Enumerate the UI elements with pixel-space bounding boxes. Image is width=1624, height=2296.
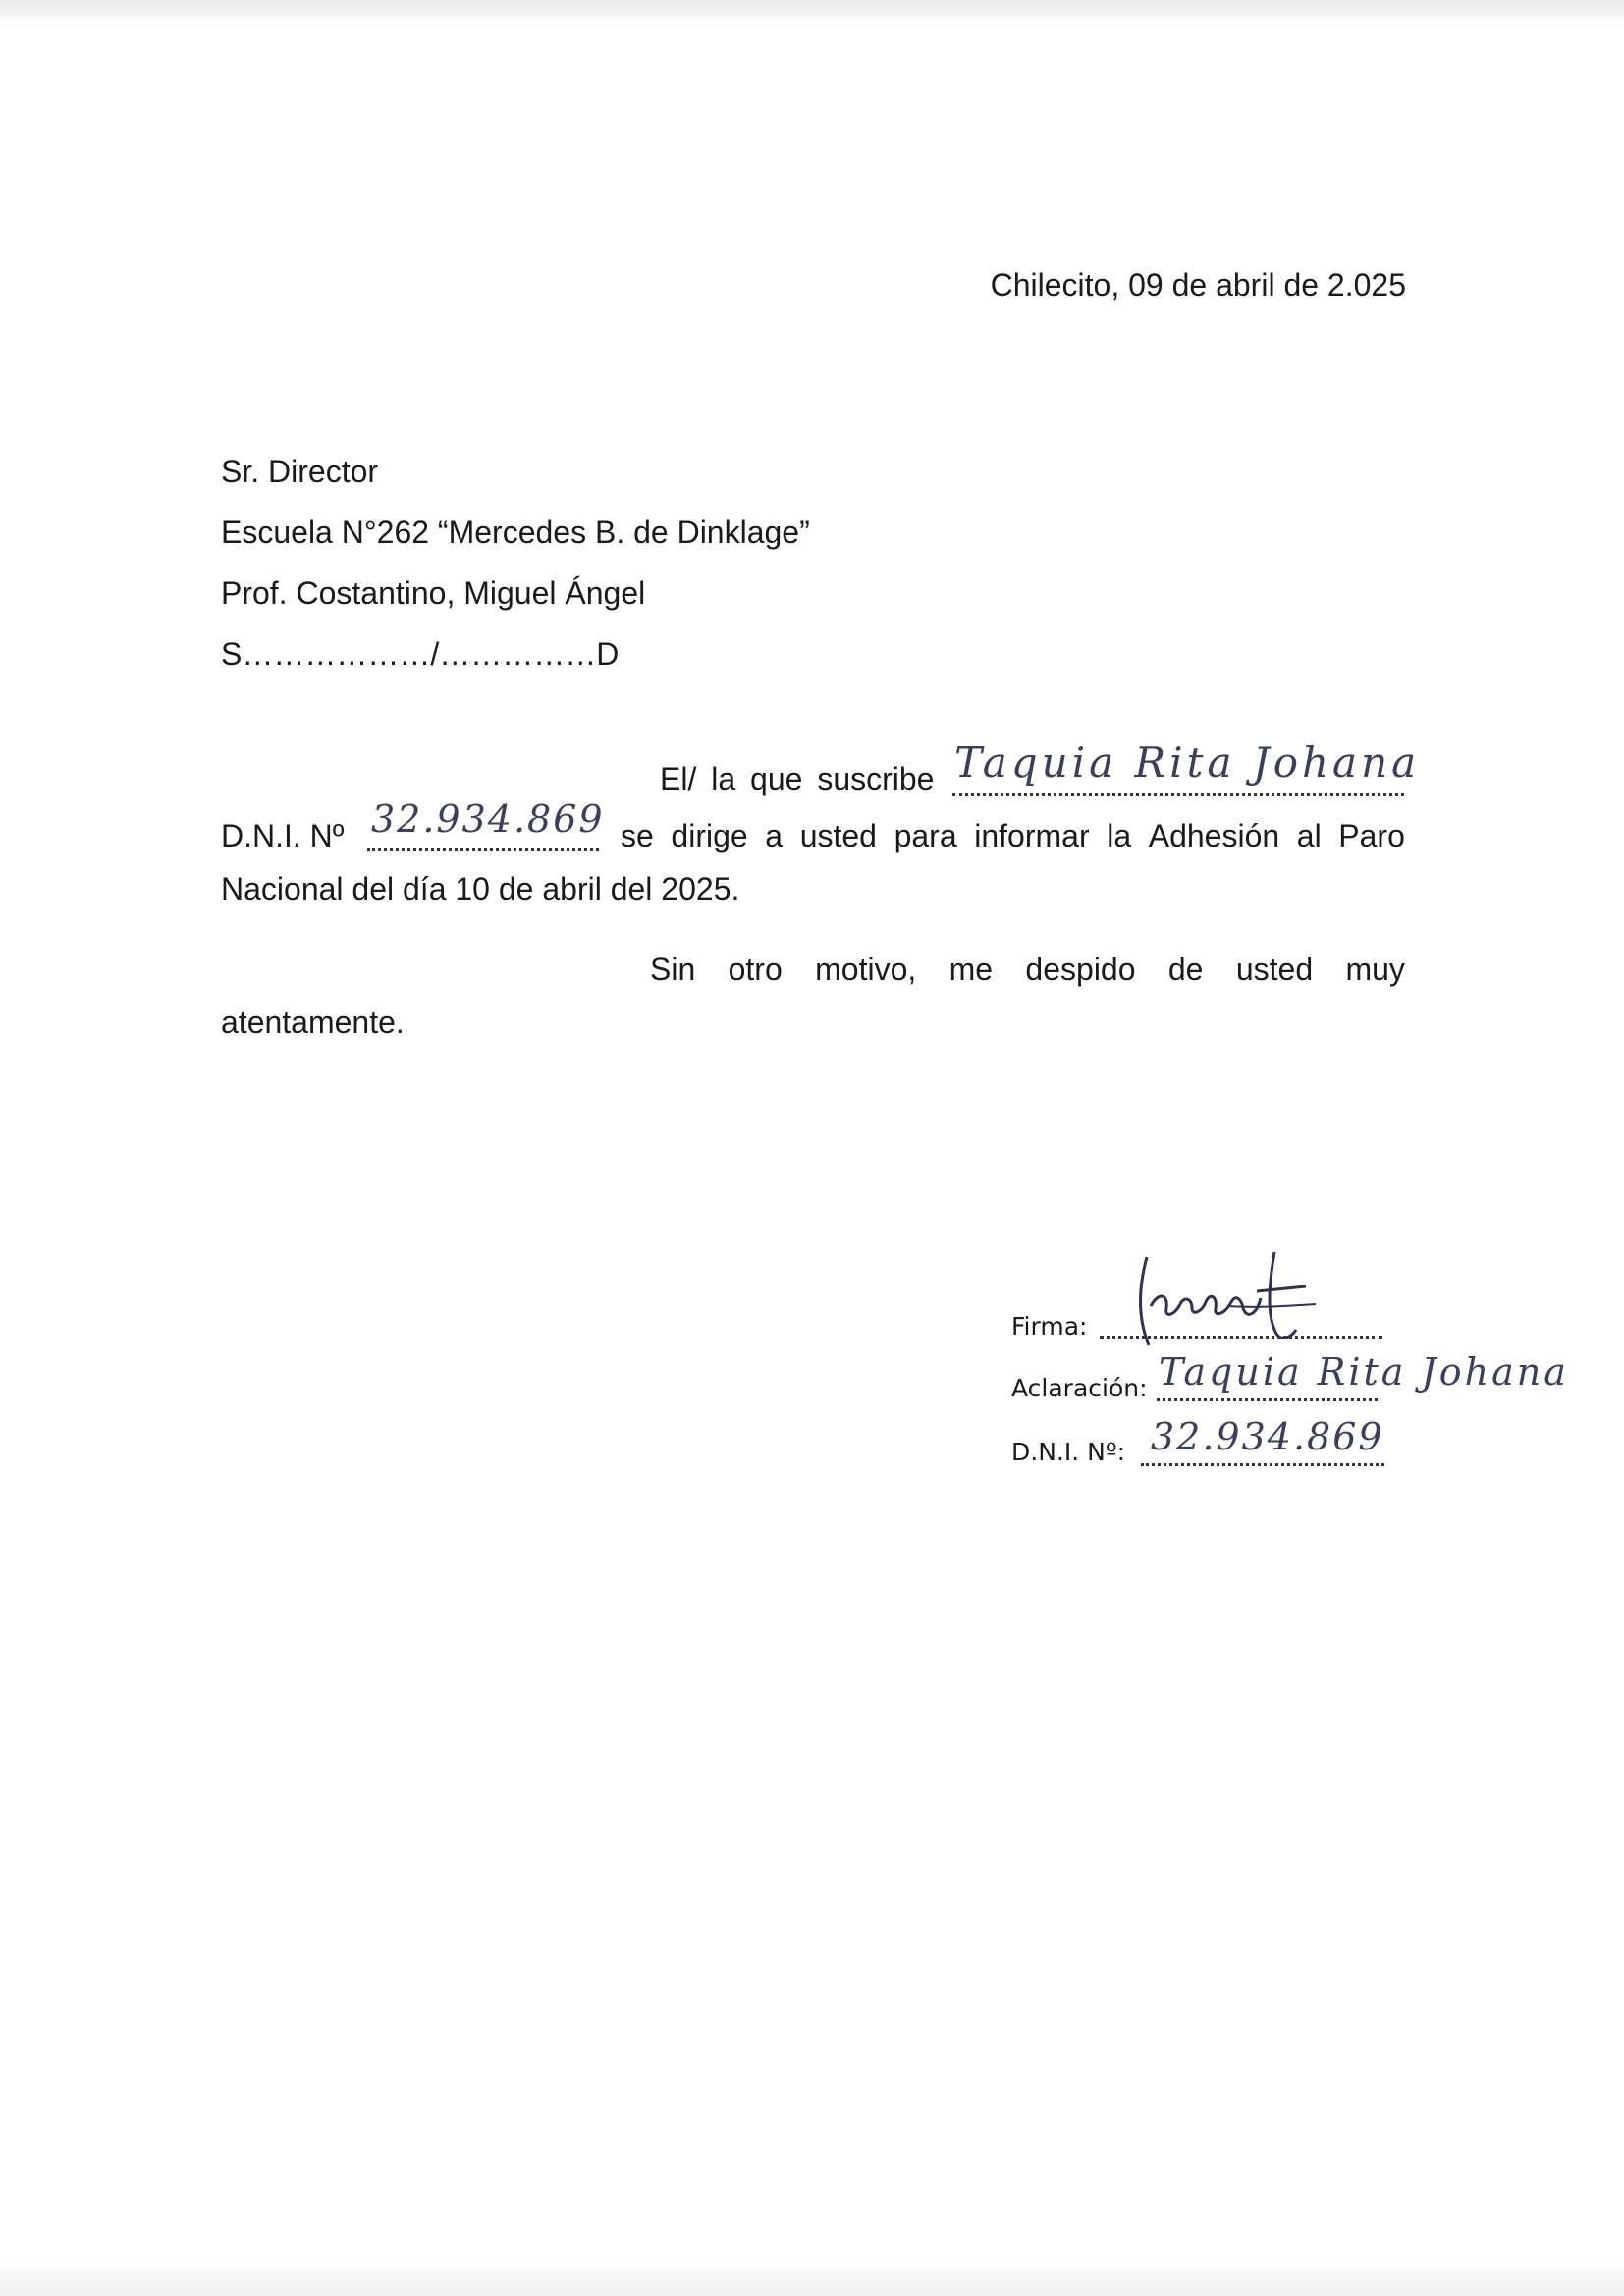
paragraph1-word: Adhesión — [1148, 818, 1280, 853]
dni-dotted-line — [367, 848, 599, 851]
paragraph1-word: Paro — [1338, 818, 1405, 853]
handwritten-aclaracion: Taquia Rita Johana — [1159, 1350, 1569, 1394]
paragraph2-word: motivo, — [815, 952, 917, 987]
date-line: Chilecito, 09 de abril de 2.025 — [990, 267, 1406, 302]
paragraph1-word: la — [1107, 818, 1132, 853]
paragraph1-word: se — [621, 818, 654, 853]
paragraph1-word: al — [1296, 818, 1322, 853]
paragraph1-word: informar — [974, 818, 1090, 853]
paragraph2-word: de — [1167, 952, 1204, 987]
paragraph1-word: a — [765, 818, 784, 853]
paragraph1-line3: Nacional del día 10 de abril del 2025. — [221, 871, 740, 906]
dni-nro-dotted-line — [1141, 1463, 1384, 1466]
recipient-sd: S………………/……………D — [221, 636, 620, 672]
dni-nro-label: D.N.I. Nº: — [1011, 1438, 1126, 1466]
recipient-school: Escuela N°262 “Mercedes B. de Dinklage” — [221, 515, 810, 550]
paragraph2-word: Sin — [650, 952, 696, 987]
aclaracion-label: Aclaración: — [1011, 1374, 1148, 1402]
suscribe-intro: El/ la que suscribe — [660, 761, 935, 796]
handwritten-dni-nro: 32.934.869 — [1151, 1415, 1384, 1458]
paragraph2-line1 — [650, 950, 1405, 989]
name-dotted-line — [952, 793, 1404, 796]
scan-shadow-bottom — [0, 2257, 1624, 2296]
recipient-title: Sr. Director — [221, 454, 379, 489]
paragraph1-word: para — [893, 818, 957, 853]
paragraph2-line2: atentamente. — [221, 1005, 405, 1040]
paragraph1-line2 — [621, 816, 1405, 855]
scan-shadow-top — [0, 0, 1624, 27]
paragraph2-word: usted — [1235, 952, 1314, 987]
paragraph2-word: muy — [1345, 952, 1405, 987]
aclaracion-dotted-line — [1157, 1398, 1378, 1401]
paragraph1-word: dirige — [671, 818, 748, 853]
handwritten-dni: 32.934.869 — [371, 797, 605, 841]
firma-label: Firma: — [1011, 1312, 1088, 1340]
handwritten-signature — [1110, 1247, 1326, 1355]
paragraph2-word: despido — [1025, 952, 1136, 987]
recipient-name: Prof. Costantino, Miguel Ángel — [221, 575, 646, 611]
dni-label: D.N.I. Nº — [221, 818, 345, 853]
paragraph1-word: usted — [799, 818, 877, 853]
handwritten-name: Taquia Rita Johana — [954, 738, 1421, 787]
paragraph2-word: me — [948, 952, 994, 987]
paragraph2-word: otro — [728, 952, 783, 987]
